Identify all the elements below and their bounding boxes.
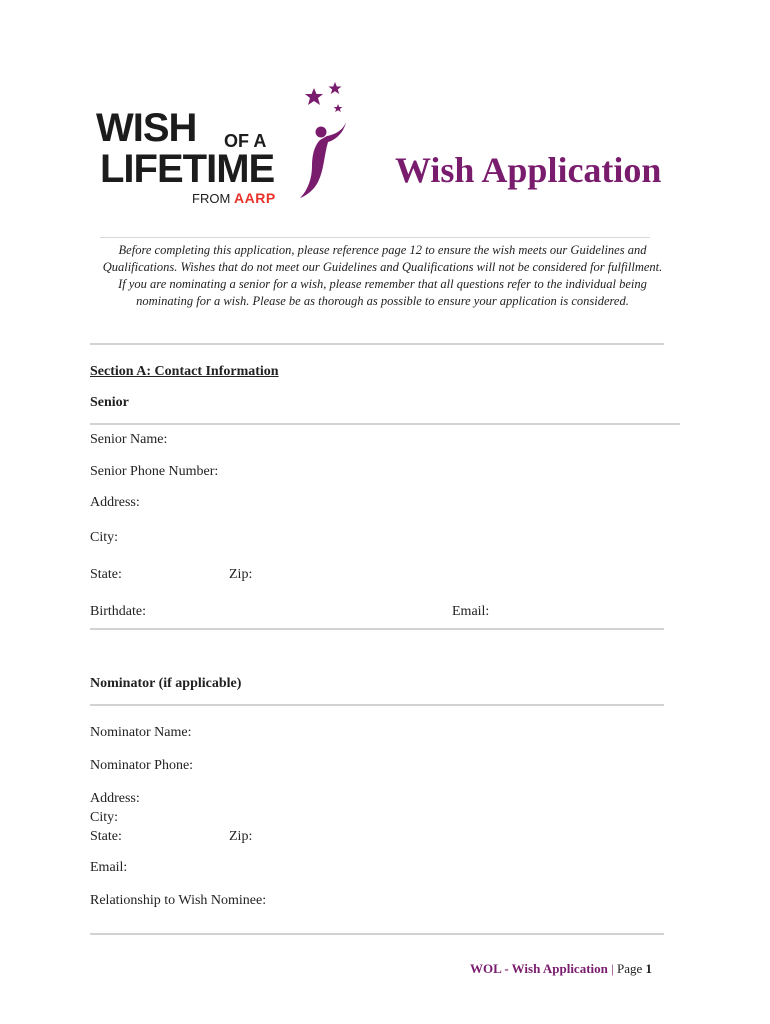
- senior-phone-label: Senior Phone Number:: [90, 464, 219, 479]
- star-figure-icon: [294, 78, 354, 198]
- divider: [100, 237, 650, 238]
- senior-heading: Senior: [90, 395, 129, 410]
- senior-city-label: City:: [90, 530, 119, 545]
- senior-name-label: Senior Name:: [90, 432, 168, 447]
- nominator-name-label: Nominator Name:: [90, 725, 192, 740]
- logo-text-from: FROM: [192, 191, 231, 206]
- senior-birthdate-label: Birthdate:: [90, 604, 146, 619]
- nominator-heading: Nominator (if applicable): [90, 676, 242, 691]
- footer-page-label: Page: [616, 961, 643, 976]
- nominator-phone-label: Nominator Phone:: [90, 758, 194, 773]
- senior-state-label: State:: [90, 567, 122, 582]
- logo-text-of-a: OF A: [224, 131, 267, 151]
- section-a-heading: Section A: Contact Information: [90, 364, 279, 379]
- logo-text-wish: WISH: [96, 106, 197, 150]
- nominator-address-label: Address:: [90, 791, 140, 806]
- page-title: Wish Application: [395, 150, 662, 190]
- intro-paragraph: Before completing this application, please reference page 12 to ensure the wish meets our Guidelines and Qualifications. Wishes that do not meet our Guidelines and Qualifications will not be considered for fulfillment. If you are nominating a senior for a wish, please remember that all questions refer to the individual being nominating for a wish. Please be as thorough as possible to ensure your application is considered.: [102, 243, 663, 308]
- nominator-email-label: Email:: [90, 860, 128, 875]
- star-icon: [329, 82, 342, 94]
- nominator-zip-label: Zip:: [229, 829, 253, 844]
- divider: [90, 423, 680, 425]
- nominator-state-label: State:: [90, 829, 122, 844]
- footer-separator: |: [611, 961, 614, 976]
- star-icon: [305, 88, 323, 105]
- nominator-city-label: City:: [90, 810, 119, 825]
- senior-email-label: Email:: [452, 604, 490, 619]
- divider: [90, 343, 664, 345]
- logo-text-lifetime: LIFETIME: [100, 147, 275, 191]
- star-icon: [334, 104, 343, 112]
- senior-zip-label: Zip:: [229, 567, 253, 582]
- footer-doc-title: WOL - Wish Application: [470, 961, 608, 976]
- logo-text-aarp: AARP: [234, 190, 276, 206]
- nominator-relationship-label: Relationship to Wish Nominee:: [90, 893, 267, 908]
- page-footer: [470, 961, 652, 977]
- divider: [90, 628, 664, 630]
- footer-page-number: 1: [645, 961, 653, 976]
- senior-address-label: Address:: [90, 495, 140, 510]
- figure-head-icon: [316, 127, 327, 138]
- divider: [90, 933, 664, 935]
- wish-of-a-lifetime-logo: [96, 78, 356, 208]
- divider: [90, 704, 664, 706]
